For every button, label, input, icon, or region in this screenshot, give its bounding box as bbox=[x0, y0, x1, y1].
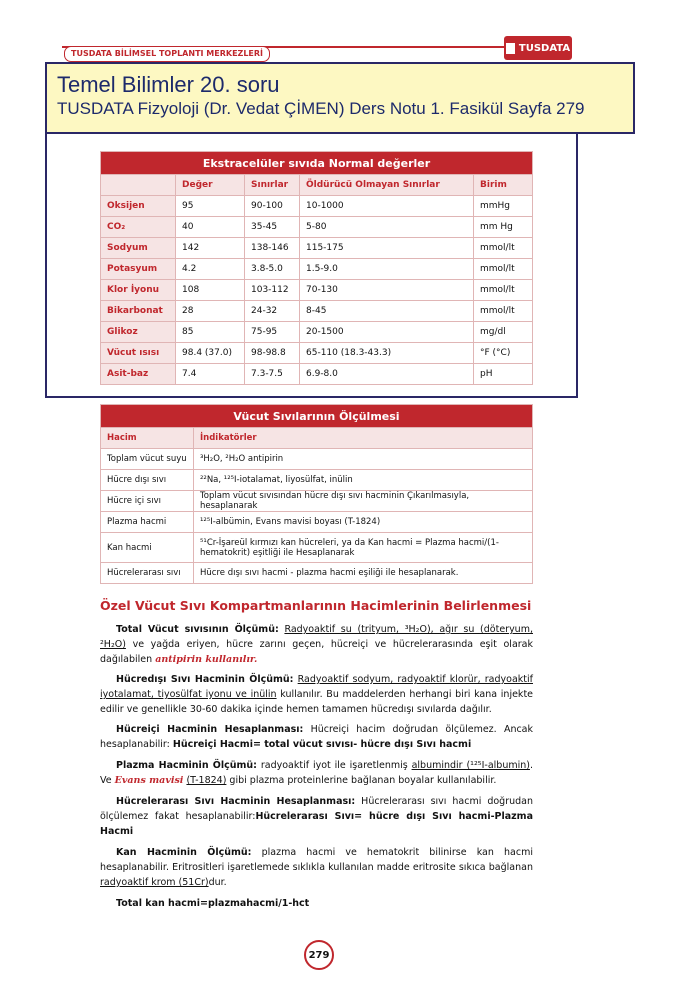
p5-text: Hücrelerarası sıvı hacmi doğrudan ölçülemez fakat hesaplanabilir: bbox=[100, 796, 533, 822]
table1-cell: 65-110 (18.3-43.3) bbox=[300, 343, 474, 364]
table1-row-label: Potasyum bbox=[101, 259, 176, 280]
table1-cell: 20-1500 bbox=[300, 322, 474, 343]
table1-cell: mmol/lt bbox=[474, 238, 533, 259]
table1-cell: 108 bbox=[176, 280, 245, 301]
p1-red: antipirin kullanılır. bbox=[155, 654, 258, 665]
table2-row bbox=[101, 512, 533, 533]
overlay-subtitle: TUSDATA Fizyoloji (Dr. Vedat ÇİMEN) Ders Notu 1. Fasikül Sayfa 279 bbox=[57, 99, 585, 118]
table1-cell: mmol/lt bbox=[474, 280, 533, 301]
table2-row-label: Hücre içi sıvı bbox=[101, 491, 194, 512]
p2-heading: Hücredışı Sıvı Hacminin Ölçümü: bbox=[116, 674, 294, 685]
table2-row bbox=[101, 533, 533, 563]
table2-cell: Toplam vücut sıvısından hücre dışı sıvı hacminin Çıkarılmasıyla, hesaplanarak bbox=[194, 491, 533, 512]
logo-text: TUSDATA bbox=[518, 42, 571, 54]
logo-square-icon bbox=[506, 43, 515, 54]
table1-cell: 8-45 bbox=[300, 301, 474, 322]
question-overlay bbox=[45, 62, 635, 134]
p7-formula: Total kan hacmi=plazmahacmi/1-hct bbox=[116, 898, 310, 909]
table1-col-sinirlar: Sınırlar bbox=[245, 175, 300, 196]
highlight-frame bbox=[45, 132, 578, 398]
p6-end: dur. bbox=[208, 877, 227, 888]
p6-heading: Kan Hacminin Ölçümü: bbox=[116, 847, 252, 858]
table1-cell: mmol/lt bbox=[474, 301, 533, 322]
table1-cell: 28 bbox=[176, 301, 245, 322]
p1-text: ve yağda eriyen, hücre zarını geçen, hücreiçi ve hücrelerarasında eşit olarak dağılabilen bbox=[100, 639, 533, 665]
table2-row-label: Hücrelerarası sıvı bbox=[101, 563, 194, 584]
table2-row-label: Plazma hacmi bbox=[101, 512, 194, 533]
table1-row-label: Asit-baz bbox=[101, 364, 176, 385]
table1-cell: 85 bbox=[176, 322, 245, 343]
table1-cell: 10-1000 bbox=[300, 196, 474, 217]
p4-heading: Plazma Hacminin Ölçümü: bbox=[116, 760, 257, 771]
table1-cell: 95 bbox=[176, 196, 245, 217]
table2-row-label: Toplam vücut suyu bbox=[101, 449, 194, 470]
table1-cell: mm Hg bbox=[474, 217, 533, 238]
section-title: Özel Vücut Sıvı Kompartmanlarının Hacimlerinin Belirlenmesi bbox=[100, 598, 532, 613]
table1-row-label: CO₂ bbox=[101, 217, 176, 238]
table1-cell: 4.2 bbox=[176, 259, 245, 280]
paragraph-total-blood bbox=[100, 896, 533, 911]
p4-underline2: (T-1824) bbox=[186, 775, 227, 786]
table1-col-deger: Değer bbox=[176, 175, 245, 196]
table1-title: Ekstracelüler sıvıda Normal değerler bbox=[101, 152, 533, 175]
paragraph-total-body-fluid bbox=[100, 622, 533, 667]
table2-cell: ¹²⁵I-albümin, Evans mavisi boyası (T-1824) bbox=[194, 512, 533, 533]
table2-row bbox=[101, 470, 533, 491]
p3-heading: Hücreiçi Hacminin Hesaplanması: bbox=[116, 724, 304, 735]
table2-title: Vücut Sıvılarının Ölçülmesi bbox=[101, 405, 533, 428]
paragraph-intracellular bbox=[100, 722, 533, 752]
tusdata-logo bbox=[504, 36, 572, 60]
table1-col-oldurucu: Öldürücü Olmayan Sınırlar bbox=[300, 175, 474, 196]
table1-row-label: Vücut ısısı bbox=[101, 343, 176, 364]
p4-text-b: . Ve bbox=[100, 760, 533, 786]
p3-formula: Hücreiçi Hacmi= total vücut sıvısı- hücre dışı Sıvı hacmi bbox=[172, 739, 472, 750]
table2-row-label: Hücre dışı sıvı bbox=[101, 470, 194, 491]
table1-cell: mmol/lt bbox=[474, 259, 533, 280]
table1-cell: °F (°C) bbox=[474, 343, 533, 364]
table1-row-label: Bikarbonat bbox=[101, 301, 176, 322]
table1-cell: mg/dl bbox=[474, 322, 533, 343]
header-tag: TUSDATA BİLİMSEL TOPLANTI MERKEZLERİ bbox=[64, 46, 270, 62]
p6-text: plazma hacmi ve hematokrit bilinirse kan hacmi hesaplanabilir. Eritrositleri işaretlemede sıklıkla kullanılan madde eritrosite sıkıca bağlanan bbox=[100, 847, 533, 873]
p5-formula: Hücrelerarası Sıvı= hücre dışı Sıvı hacmi-Plazma Hacmi bbox=[100, 811, 533, 837]
table2-cell: ²²Na, ¹²⁵I-iotalamat, liyosülfat, inülin bbox=[194, 470, 533, 491]
table2-row bbox=[101, 563, 533, 584]
table2-col-hacim: Hacim bbox=[101, 428, 194, 449]
p2-underline: Radyoaktif sodyum, radyoaktif klorür, radyoaktif iyotalamat, tiyosülfat iyonu ve inülin bbox=[100, 674, 533, 700]
table1-cell: 115-175 bbox=[300, 238, 474, 259]
p3-text: Hücreiçi hacim doğrudan ölçülemez. Ancak hesaplanabilir: bbox=[100, 724, 534, 750]
table2-row bbox=[101, 449, 533, 470]
p4-text-c: gibi plazma proteinlerine bağlanan boyalar kullanılabilir. bbox=[226, 775, 497, 786]
p4-red: Evans mavisi bbox=[114, 775, 184, 786]
table1-cell: 35-45 bbox=[245, 217, 300, 238]
table1-cell: 3.8-5.0 bbox=[245, 259, 300, 280]
table2-row-label: Kan hacmi bbox=[101, 533, 194, 563]
table1-cell: 1.5-9.0 bbox=[300, 259, 474, 280]
table1-cell: 6.9-8.0 bbox=[300, 364, 474, 385]
table1-row-label: Sodyum bbox=[101, 238, 176, 259]
p4-text-a: radyoaktif iyot ile işaretlenmiş bbox=[256, 760, 412, 771]
table1-cell: 5-80 bbox=[300, 217, 474, 238]
table1-cell: 7.3-7.5 bbox=[245, 364, 300, 385]
table2-row bbox=[101, 491, 533, 512]
p4-underline: albumindir (¹²⁵I-albumin) bbox=[411, 760, 530, 771]
table1-cell: 24-32 bbox=[245, 301, 300, 322]
table1-cell: 75-95 bbox=[245, 322, 300, 343]
table1-cell: 98-98.8 bbox=[245, 343, 300, 364]
p1-underline: Radyoaktif su (trityum, ³H₂O), ağır su (döteryum, ²H₂O) bbox=[100, 624, 533, 650]
table1-cell: 142 bbox=[176, 238, 245, 259]
table1-cell: mmHg bbox=[474, 196, 533, 217]
table1-cell: 40 bbox=[176, 217, 245, 238]
p2-text: kullanılır. Bu maddelerden herhangi biri kana injekte edilir ve genellikle 30-60 dakika içinde hemen tamamen hücredışı sıvılarda dağılır. bbox=[100, 689, 534, 715]
body-fluid-measurement-table bbox=[100, 404, 533, 584]
table2-cell: ⁵¹Cr-İşareül kırmızı kan hücreleri, ya da Kan hacmi = Plazma hacmi/(1-hematokrit) eşitliği ile Hesaplanarak bbox=[194, 533, 533, 563]
table1-cell: 7.4 bbox=[176, 364, 245, 385]
table1-cell: 90-100 bbox=[245, 196, 300, 217]
overlay-title: Temel Bilimler 20. soru bbox=[57, 72, 280, 97]
table2-col-indikatorler: İndikatörler bbox=[194, 428, 533, 449]
paragraph-blood-volume bbox=[100, 845, 533, 890]
table2-cell: Hücre dışı sıvı hacmi - plazma hacmi eşiliği ile hesaplanarak. bbox=[194, 563, 533, 584]
table1-row-label: Glikoz bbox=[101, 322, 176, 343]
table1-row-label: Klor İyonu bbox=[101, 280, 176, 301]
page-number: 279 bbox=[304, 940, 334, 970]
table1-row-label: Oksijen bbox=[101, 196, 176, 217]
table1-cell: pH bbox=[474, 364, 533, 385]
table2-cell: ³H₂O, ²H₂O antipirin bbox=[194, 449, 533, 470]
table1-cell: 138-146 bbox=[245, 238, 300, 259]
table1-cell: 70-130 bbox=[300, 280, 474, 301]
p5-heading: Hücrelerarası Sıvı Hacminin Hesaplanması: bbox=[116, 796, 356, 807]
table1-cell: 98.4 (37.0) bbox=[176, 343, 245, 364]
p6-underline: radyoaktif krom (51Cr) bbox=[100, 877, 209, 888]
paragraph-plasma bbox=[100, 758, 533, 788]
p1-heading: Total Vücut sıvısının Ölçümü: bbox=[116, 624, 279, 635]
paragraph-extracellular bbox=[100, 672, 533, 717]
table1-col-birim: Birim bbox=[474, 175, 533, 196]
paragraph-interstitial bbox=[100, 794, 533, 839]
table1-cell: 103-112 bbox=[245, 280, 300, 301]
